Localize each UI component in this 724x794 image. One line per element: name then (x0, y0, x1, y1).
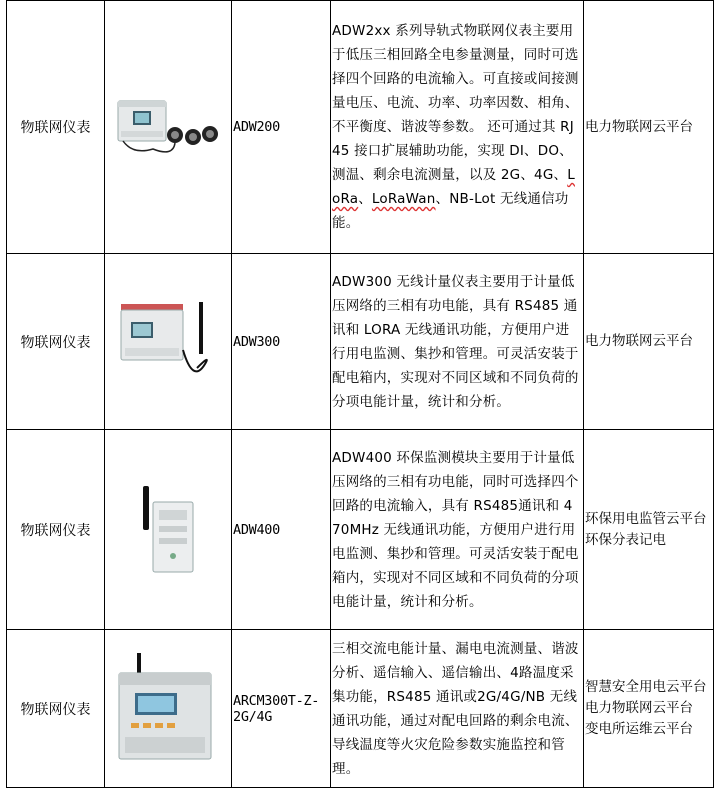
platform-item: 环保用电监管云平台 (585, 510, 707, 527)
category-cell: 物联网仪表 (7, 630, 105, 788)
category-cell: 物联网仪表 (7, 1, 105, 254)
description-cell: 三相交流电能计量、漏电电流测量、谐波分析、遥信输入、遥信输出、4路温度采集功能，RS485 通讯或2G/4G/NB 无线通讯功能，通过对配电回路的剩余电流、导线温度等火灾危险参数实施监控和管理。 (331, 630, 584, 788)
description-text: ADW2xx 系列导轨式物联网仪表主要用于低压三相回路全电参量测量，同时可选择四个回路的电流输入。可直接或间接测量电压、电流、功率、功率因数、相角、不平衡度、谐波等参数。 还可通过其 RJ45 接口扩展辅助功能，实现 DI、DO、测温、剩余电流测量，以及 2G、4G、 (332, 23, 579, 183)
table-row (7, 254, 714, 430)
platform-cell (584, 630, 714, 788)
arcm300t-device-image (113, 649, 223, 769)
description-text-lora: LoRa (332, 167, 575, 207)
model-cell: ADW300 (232, 254, 331, 430)
model-cell: ADW200 (232, 1, 331, 254)
category-cell: 物联网仪表 (7, 254, 105, 430)
table-row (7, 630, 714, 788)
platform-item: 环保分表记电 (585, 531, 666, 548)
table-row (7, 1, 714, 254)
description-cell (331, 1, 584, 254)
product-image-cell (105, 1, 232, 254)
description-text-sep: 、 (358, 191, 372, 207)
adw300-meter-image (113, 294, 223, 390)
platform-item: 电力物联网云平台 (585, 118, 693, 135)
adw200-meter-image (113, 87, 223, 167)
platform-item: 电力物联网云平台 (585, 333, 693, 349)
platform-item: 智慧安全用电云平台 (585, 679, 707, 695)
model-cell: ADW400 (232, 430, 331, 630)
platform-item: 变电所运维云平台 (585, 721, 693, 737)
table-row (7, 430, 714, 630)
product-image-cell (105, 254, 232, 430)
model-cell: ARCM300T-Z-2G/4G (232, 630, 331, 788)
platform-cell (584, 254, 714, 430)
product-image-cell (105, 630, 232, 788)
platform-cell (584, 1, 714, 254)
description-cell: ADW300 无线计量仪表主要用于计量低压网络的三相有功电能，具有 RS485 通讯和 LORA 无线通讯功能，方便用户进行用电监测、集抄和管理。可灵活安装于配电箱内，实现对不同区域和不同负荷的分项电能计量，统计和分析。 (331, 254, 584, 430)
product-table (6, 0, 714, 788)
description-cell: ADW400 环保监测模块主要用于计量低压网络的三相有功电能，同时可选择四个回路的电流输入，具有 RS485通讯和 470MHz 无线通讯功能，方便用户进行用电监测、集抄和管理。可灵活安装于配电箱内，实现对不同区域和不同负荷的分项电能计量，统计和分析。 (331, 430, 584, 630)
description-text-lorawan: LoRaWan (371, 191, 436, 207)
platform-cell (584, 430, 714, 630)
category-cell: 物联网仪表 (7, 430, 105, 630)
platform-item: 电力物联网云平台 (585, 700, 693, 716)
description-text-tail: 、NB-Lot 无线通信功能。 (332, 191, 569, 231)
adw400-module-image (113, 480, 223, 580)
product-image-cell (105, 430, 232, 630)
